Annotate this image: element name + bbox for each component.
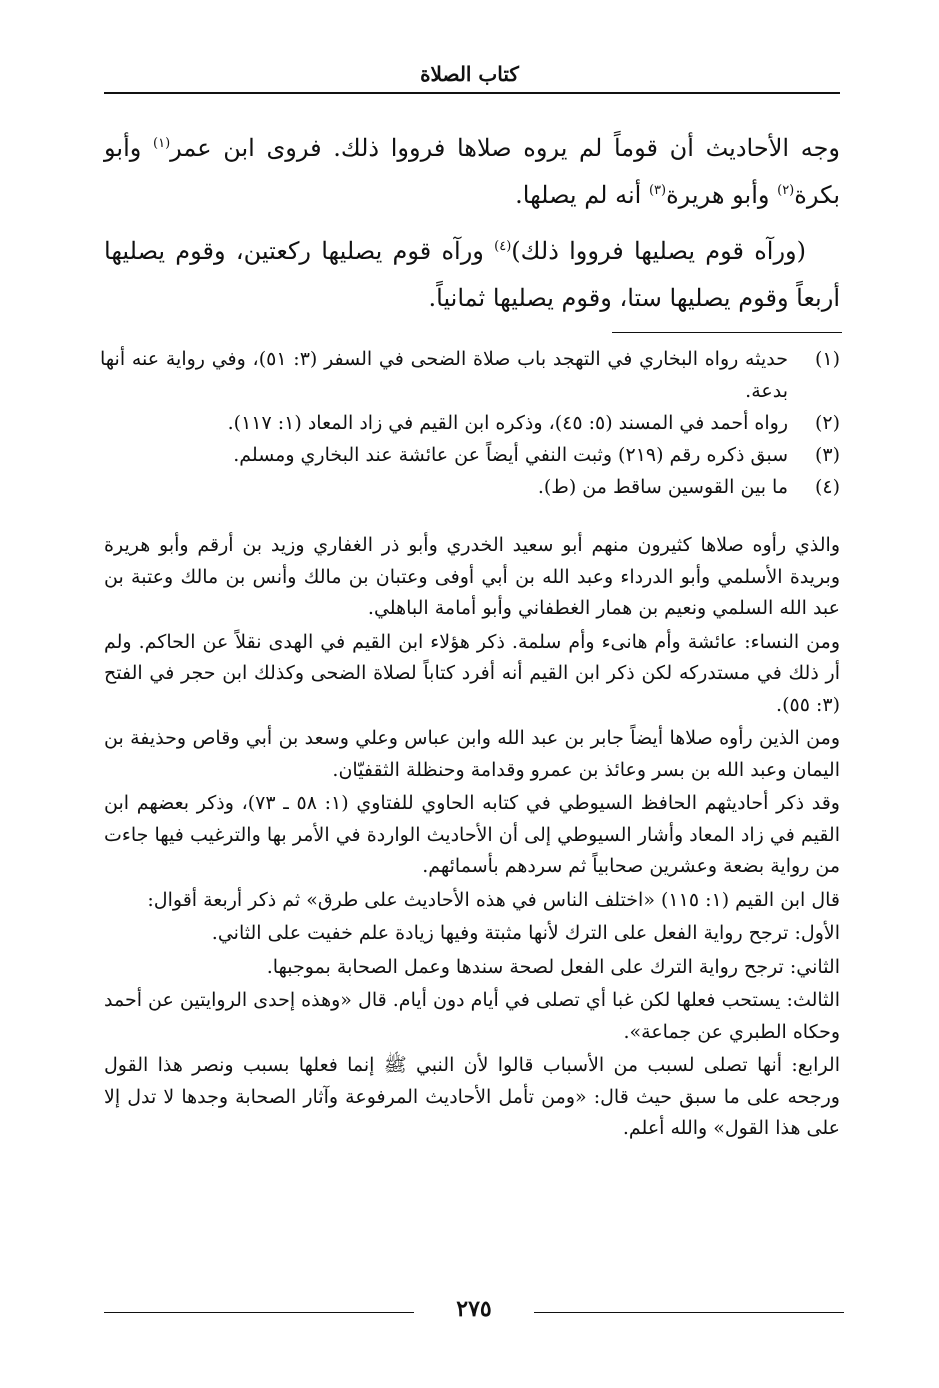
footnote-text: حديثه رواه البخاري في التهجد باب صلاة الضحى في السفر (٣: ٥١)، وفي رواية عنه أنها بدعة.	[100, 348, 788, 402]
commentary-paragraph: ومن الذين رأوه صلاها أيضاً جابر بن عبد الله وابن عباس وعلي وسعد بن أبي وقاص وحذيفة بن اليمان وعبد الله بن بسر وعائذ بن عمرو وقدامة وحنظلة الثقفيّان.	[104, 727, 840, 781]
commentary-paragraph: ومن النساء: عائشة وأم هانىء وأم سلمة. ذكر هؤلاء ابن القيم في الهدى نقلاً عن الحاكم. ولم أر ذلك في مستدركه لكن ذكر ابن القيم أنه أفرد كتاباً لصلاة الضحى وكذلك ابن حجر في الفتح (٣: ٥٥).	[104, 630, 840, 716]
main-text: وأبو هريرة	[666, 181, 778, 209]
footnote-text: سبق ذكره رقم (٢١٩) وثبت النفي أيضاً عن عائشة عند البخاري ومسلم.	[233, 444, 788, 466]
footnote-separator	[612, 332, 842, 333]
commentary-paragraph: والذي رأوه صلاها كثيرون منهم أبو سعيد الخدري وأبو ذر الغفاري وزيد بن أرقم وأبو هريرة وبريدة الأسلمي وأبو الدرداء وعبد الله بن أبي أوفى وعتبان بن مالك وأنس بن مالك وعتبة بن عبد الله السلمي ونعيم بن همار الغطفاني وأبو أمامة الباهلي.	[104, 534, 840, 619]
footnote-item	[100, 343, 840, 407]
main-text: وأبو بكرة	[104, 134, 840, 209]
running-header-title: كتاب الصلاة	[420, 62, 519, 86]
footnote-marker: (١)	[153, 136, 171, 151]
commentary-paragraph: الرابع: أنها تصلى لسبب من الأسباب قالوا لأن النبي ﷺ إنما فعلها بسبب ونصر هذا القول ورجحه على ما سبق حيث قال: «ومن تأمل الأحاديث المرفوعة وآثار الصحابة وجدها لا تدل إلا على هذا القول» والله أعلم.	[104, 1054, 840, 1139]
header-rule	[104, 92, 840, 94]
commentary-paragraph: قال ابن القيم (١: ١١٥) «اختلف الناس في هذه الأحاديث على طرق» ثم ذكر أربعة أقوال:	[147, 888, 840, 911]
main-text: أنه لم يصلها.	[515, 181, 649, 209]
commentary-paragraph: الأول: ترجح رواية الفعل على الترك لأنها مثبتة وفيها زيادة علم خفيت على الثاني.	[211, 922, 840, 944]
commentary-paragraph: الثالث: يستحب فعلها لكن غبا أي تصلى في أيام دون أيام. قال «وهذه إحدى الروايتين عن أحمد وحكاه الطبري عن جماعة».	[104, 989, 840, 1043]
footnote-number: (١)	[814, 348, 840, 370]
footnote-marker: (٤)	[494, 239, 512, 254]
main-text: وجه الأحاديث أن قوماً لم يروه صلاها فرووا ذلك. فروى ابن عمر	[170, 134, 840, 162]
footnote-marker: (٢)	[777, 183, 795, 198]
footnote-marker: (٣)	[648, 183, 667, 198]
footnote-number: (٢)	[814, 412, 840, 434]
footnote-text: رواه أحمد في المسند (٥: ٤٥)، وذكره ابن القيم في زاد المعاد (١: ١١٧).	[227, 412, 788, 434]
footer-rule-right	[534, 1312, 844, 1313]
footnote-item	[100, 407, 840, 439]
page-footer	[104, 1296, 844, 1326]
footnote-number: (٣)	[814, 444, 840, 466]
page-number: ٢٧٥	[456, 1296, 492, 1322]
main-text: (ورآه قوم يصليها فرووا ذلك)	[511, 237, 806, 265]
footnote-item	[100, 439, 840, 471]
commentary	[104, 530, 840, 1147]
footnote-number: (٤)	[814, 476, 840, 498]
main-paragraph-1	[104, 125, 840, 219]
main-paragraph-2	[104, 228, 840, 322]
footnote-text: ما بين القوسين ساقط من (ط).	[537, 476, 788, 498]
footnote-item	[100, 471, 840, 503]
commentary-paragraph: الثاني: ترجح رواية الترك على الفعل لصحة سندها وعمل الصحابة بموجبها.	[266, 955, 840, 978]
footnotes	[100, 343, 840, 503]
commentary-paragraph: وقد ذكر أحاديثهم الحافظ السيوطي في كتابه الحاوي للفتاوي (١: ٥٨ ـ ٧٣)، وذكر بعضهم ابن القيم في زاد المعاد وأشار السيوطي إلى أن الأحاديث الواردة في الأمر بها والترغيب فيها جاءت من رواية بضعة وعشرين صحابياً ثم سردهم بأسمائهم.	[104, 792, 840, 877]
main-text: ورآه قوم يصليها ركعتين، وقوم يصليها أربعاً وقوم يصليها ستا، وقوم يصليها ثمانياً.	[104, 237, 840, 312]
